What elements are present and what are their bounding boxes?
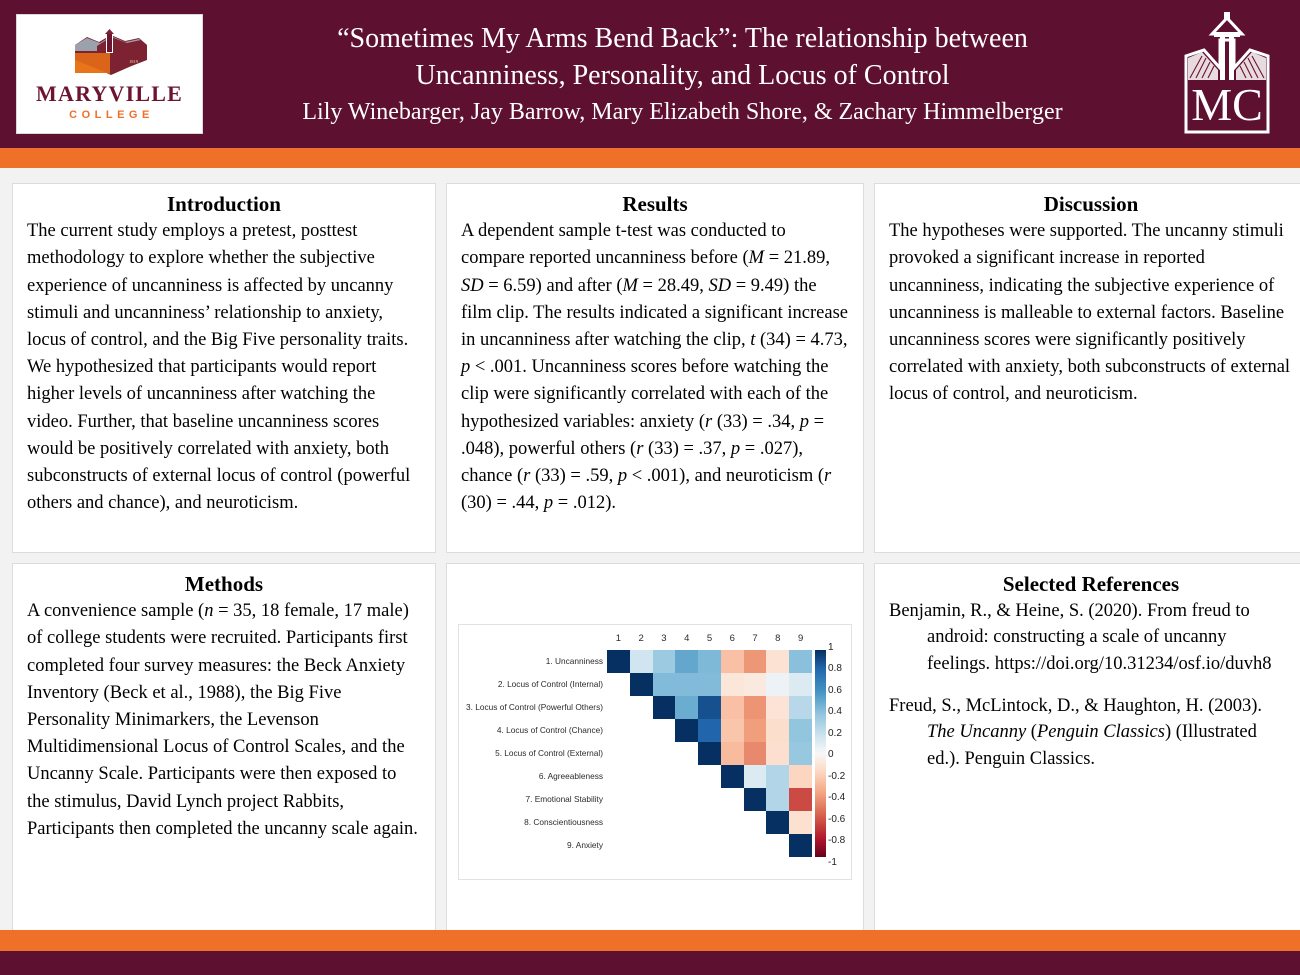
heatmap-cell xyxy=(789,834,812,857)
heatmap-cell xyxy=(721,742,744,765)
heatmap-cell-empty xyxy=(630,742,653,765)
heatmap-col-number: 9 xyxy=(797,632,804,644)
heatmap-row-cells xyxy=(607,811,812,834)
heatmap-row-label: 4. Locus of Control (Chance) xyxy=(496,724,603,735)
heatmap-cell-empty xyxy=(675,742,698,765)
heatmap-cell xyxy=(607,650,630,673)
heatmap-row xyxy=(465,788,812,811)
heatmap-row xyxy=(465,765,812,788)
footer-orange-stripe xyxy=(0,930,1300,951)
heatmap-row xyxy=(465,650,812,673)
heatmap-cell-empty xyxy=(607,719,630,742)
heatmap-cell-empty xyxy=(607,742,630,765)
heatmap-inner xyxy=(465,633,847,875)
header-orange-stripe xyxy=(0,148,1300,168)
heatmap-cell xyxy=(653,673,676,696)
heatmap-cell-empty xyxy=(607,811,630,834)
heatmap-cell xyxy=(744,765,767,788)
discussion-title: Discussion xyxy=(1043,192,1139,216)
heatmap-cell xyxy=(698,742,721,765)
heatmap-cell-empty xyxy=(653,788,676,811)
heatmap-cell-empty xyxy=(653,834,676,857)
heatmap-cell-empty xyxy=(766,834,789,857)
heatmap-row-label: 8. Conscientiousness xyxy=(524,816,603,827)
colorbar-tick-label: 0.4 xyxy=(828,706,842,717)
discussion-body: The hypotheses were supported. The uncanny stimuli provoked a significant increase in reported uncanniness, indicating the subjective experience of uncanniness is malleable to external factors. Baseline uncanniness scores were significantly positively correlated with anxiety, both subconstructs of external locus of control, and neuroticism. xyxy=(889,221,1291,405)
heatmap-row-label: 1. Uncanniness xyxy=(545,655,603,666)
heatmap-cell-empty xyxy=(653,765,676,788)
heatmap-cell-empty xyxy=(607,673,630,696)
heatmap-cell-empty xyxy=(675,788,698,811)
heatmap-cell xyxy=(675,673,698,696)
heatmap-cell xyxy=(675,650,698,673)
heatmap-row-label: 5. Locus of Control (External) xyxy=(495,747,603,758)
heatmap-cell-empty xyxy=(607,834,630,857)
heatmap-cell xyxy=(698,650,721,673)
heatmap-cell xyxy=(630,673,653,696)
heatmap-cell xyxy=(789,673,812,696)
introduction-body: The current study employs a pretest, posttest methodology to explore whether the subjective experience of uncanniness is affected by uncanny stimuli and uncanniness’ relationship to anxiety, locus of control, and the Big Five personality traits. We hypothesized that participants would report higher levels of uncanniness after watching the video. Further, that baseline uncanniness scores would be positively correlated with anxiety, both subconstructs of external locus of control (powerful others and chance), and neuroticism. xyxy=(27,221,411,514)
heatmap-row-label: 9. Anxiety xyxy=(567,839,603,850)
heatmap-cell-empty xyxy=(675,765,698,788)
logo-wordmark: MARYVILLE xyxy=(36,81,183,106)
heatmap-cell xyxy=(789,811,812,834)
heatmap-row-cells xyxy=(607,650,812,673)
heatmap-row-label: 3. Locus of Control (Powerful Others) xyxy=(466,701,603,712)
heatmap-cell xyxy=(789,765,812,788)
footer-maroon-bar xyxy=(0,951,1300,975)
heatmap-row xyxy=(465,834,812,857)
heatmap-cell xyxy=(766,673,789,696)
heatmap-colorbar xyxy=(815,650,826,857)
heatmap-cell-empty xyxy=(630,719,653,742)
colorbar-tick-label: 0.2 xyxy=(828,727,842,739)
reference-entry: Benjamin, R., & Heine, S. (2020). From freud to android: constructing a scale of uncanny feelings. https://doi.org/10.31234/osf.io/duvh8 xyxy=(889,601,1272,674)
panel-introduction xyxy=(12,183,436,553)
heatmap-cell xyxy=(789,650,812,673)
heatmap-cell-empty xyxy=(630,788,653,811)
heatmap-cell xyxy=(744,742,767,765)
heatmap-cell xyxy=(721,719,744,742)
heatmap-cell xyxy=(721,650,744,673)
colorbar-tick-label: 0 xyxy=(828,749,834,760)
panel-figure xyxy=(446,563,864,940)
methods-title: Methods xyxy=(184,572,264,596)
title-line-2: Uncanniness, Personality, and Locus of Control xyxy=(415,59,950,91)
poster-header xyxy=(0,0,1300,148)
heatmap-cell xyxy=(653,696,676,719)
heatmap-cell xyxy=(698,696,721,719)
heatmap-cell xyxy=(789,742,812,765)
heatmap-row-label: 2. Locus of Control (Internal) xyxy=(497,678,603,689)
heatmap-cell xyxy=(698,673,721,696)
heatmap-cell xyxy=(744,650,767,673)
panel-results xyxy=(446,183,864,553)
heatmap-cell xyxy=(789,788,812,811)
colorbar-tick-label: 0.6 xyxy=(828,684,842,696)
heatmap-cell-empty xyxy=(675,811,698,834)
heatmap-col-number: 5 xyxy=(706,632,713,644)
title-line-1: “Sometimes My Arms Bend Back”: The relationship between xyxy=(337,22,1028,54)
heatmap-cell-empty xyxy=(698,834,721,857)
colorbar-tick-label: -0.4 xyxy=(828,792,846,803)
heatmap-col-number: 1 xyxy=(615,632,622,644)
heatmap-row-cells xyxy=(607,834,812,857)
heatmap-cell xyxy=(766,788,789,811)
heatmap-row-cells xyxy=(607,673,812,696)
heatmap-cell-empty xyxy=(653,811,676,834)
heatmap-row-cells xyxy=(607,765,812,788)
heatmap-cell xyxy=(766,650,789,673)
heatmap-cell xyxy=(744,673,767,696)
heatmap-col-number: 2 xyxy=(638,632,644,644)
heatmap-cell xyxy=(766,811,789,834)
heatmap-row xyxy=(465,673,812,696)
heatmap-cell xyxy=(766,742,789,765)
heatmap-cell xyxy=(698,719,721,742)
heatmap-cell-empty xyxy=(653,742,676,765)
page-title xyxy=(203,20,1162,94)
title-block xyxy=(193,20,1172,129)
panel-discussion xyxy=(874,183,1300,553)
logo-subwordmark: COLLEGE xyxy=(69,109,154,121)
heatmap-cell-empty xyxy=(630,811,653,834)
results-title: Results xyxy=(622,192,688,216)
colorbar-tick-label: -0.6 xyxy=(828,813,846,825)
colorbar-tick-label: -0.8 xyxy=(828,835,846,846)
heatmap-cell-empty xyxy=(698,788,721,811)
maryville-college-logo xyxy=(16,14,203,134)
heatmap-cell-empty xyxy=(744,811,767,834)
heatmap-col-number: 4 xyxy=(684,632,690,644)
heatmap-cell xyxy=(789,696,812,719)
correlation-heatmap xyxy=(458,624,852,880)
heatmap-cell-empty xyxy=(630,696,653,719)
colorbar-tick-label: -1 xyxy=(828,856,837,868)
heatmap-colorbar-ticks xyxy=(827,641,851,868)
heatmap-rows xyxy=(465,650,812,857)
heatmap-cell xyxy=(630,650,653,673)
mc-monogram-text: MC xyxy=(1191,79,1263,130)
heatmap-cell xyxy=(721,673,744,696)
heatmap-cell-empty xyxy=(607,765,630,788)
heatmap-column-numbers xyxy=(607,633,812,649)
heatmap-cell xyxy=(744,788,767,811)
poster-content-grid xyxy=(0,183,1300,930)
heatmap-cell xyxy=(744,719,767,742)
poster-footer xyxy=(0,930,1300,975)
heatmap-cell xyxy=(721,765,744,788)
references-title: Selected References xyxy=(1002,572,1180,596)
heatmap-cell xyxy=(789,719,812,742)
panel-methods xyxy=(12,563,436,940)
mc-monogram-logo xyxy=(1172,10,1282,138)
heatmap-cell-empty xyxy=(630,765,653,788)
heatmap-row-label: 7. Emotional Stability xyxy=(525,793,603,804)
results-body: A dependent sample t-test was conducted to compare reported uncanniness before (M = 21.89, SD = 6.59) and after (M = 28.49, SD = 9.49) the film clip. The results indicated a significant increase in uncanniness after watching the clip, t (34) = 4.73, p < .001. Uncanniness scores before watching the clip were significantly correlated with each of the hypothesized variables: anxiety (r (33) = .34, p = .048), powerful others (r (33) = .37, p = .027), chance (r (33) = .59, p < .001), and neuroticism (r (30) = .44, p = .012). xyxy=(461,221,849,514)
heatmap-cell-empty xyxy=(607,788,630,811)
author-list: Lily Winebarger, Jay Barrow, Mary Elizabeth Shore, & Zachary Himmelberger xyxy=(302,99,1063,126)
heatmap-col-number: 3 xyxy=(661,632,667,644)
heatmap-cell-empty xyxy=(675,834,698,857)
heatmap-row-cells xyxy=(607,696,812,719)
heatmap-cell xyxy=(653,650,676,673)
reference-entry: Freud, S., McLintock, D., & Haughton, H. (2003). The Uncanny (Penguin Classics) (Illustrated ed.). Penguin Classics. xyxy=(889,695,1263,769)
heatmap-cell xyxy=(675,719,698,742)
heatmap-cell xyxy=(766,696,789,719)
header-gap xyxy=(0,168,1300,183)
heatmap-col-number: 7 xyxy=(752,632,758,644)
heatmap-cell-empty xyxy=(630,834,653,857)
heatmap-cell-empty xyxy=(698,765,721,788)
heatmap-cell-empty xyxy=(721,811,744,834)
heatmap-row xyxy=(465,742,812,765)
heatmap-cell xyxy=(766,719,789,742)
references-list xyxy=(889,598,1293,772)
heatmap-cell xyxy=(675,696,698,719)
heatmap-col-number: 6 xyxy=(729,632,735,644)
heatmap-row xyxy=(465,811,812,834)
heatmap-col-number: 8 xyxy=(775,632,781,644)
colorbar-tick-label: 1 xyxy=(828,641,834,653)
maryville-crest-icon xyxy=(67,29,153,79)
introduction-title: Introduction xyxy=(167,192,281,216)
heatmap-cell xyxy=(744,696,767,719)
heatmap-cell xyxy=(766,765,789,788)
heatmap-cell xyxy=(721,696,744,719)
colorbar-tick-label: 0.8 xyxy=(828,663,842,674)
heatmap-cell-empty xyxy=(721,834,744,857)
svg-text:1819: 1819 xyxy=(128,59,138,64)
panel-references xyxy=(874,563,1300,940)
heatmap-row-cells xyxy=(607,719,812,742)
heatmap-row-cells xyxy=(607,742,812,765)
heatmap-cell-empty xyxy=(653,719,676,742)
heatmap-cell-empty xyxy=(744,834,767,857)
heatmap-row-cells xyxy=(607,788,812,811)
heatmap-row xyxy=(465,719,812,742)
heatmap-cell-empty xyxy=(698,811,721,834)
heatmap-row-label: 6. Agreeableness xyxy=(538,770,603,781)
heatmap-row xyxy=(465,696,812,719)
methods-body: A convenience sample (n = 35, 18 female, 17 male) of college students were recruited. Participants first completed four survey measures: the Beck Anxiety Inventory (Beck et al., 1988), the Big Five Personality Minimarkers, the Levenson Multidimensional Locus of Control Scales, and the Uncanny Scale. Participants were then exposed to the stimulus, David Lynch project Rabbits, Participants then completed the uncanny scale again. xyxy=(27,601,418,839)
heatmap-cell-empty xyxy=(721,788,744,811)
colorbar-tick-label: -0.2 xyxy=(828,770,846,782)
mc-shield-icon xyxy=(1172,10,1282,138)
heatmap-cell-empty xyxy=(607,696,630,719)
